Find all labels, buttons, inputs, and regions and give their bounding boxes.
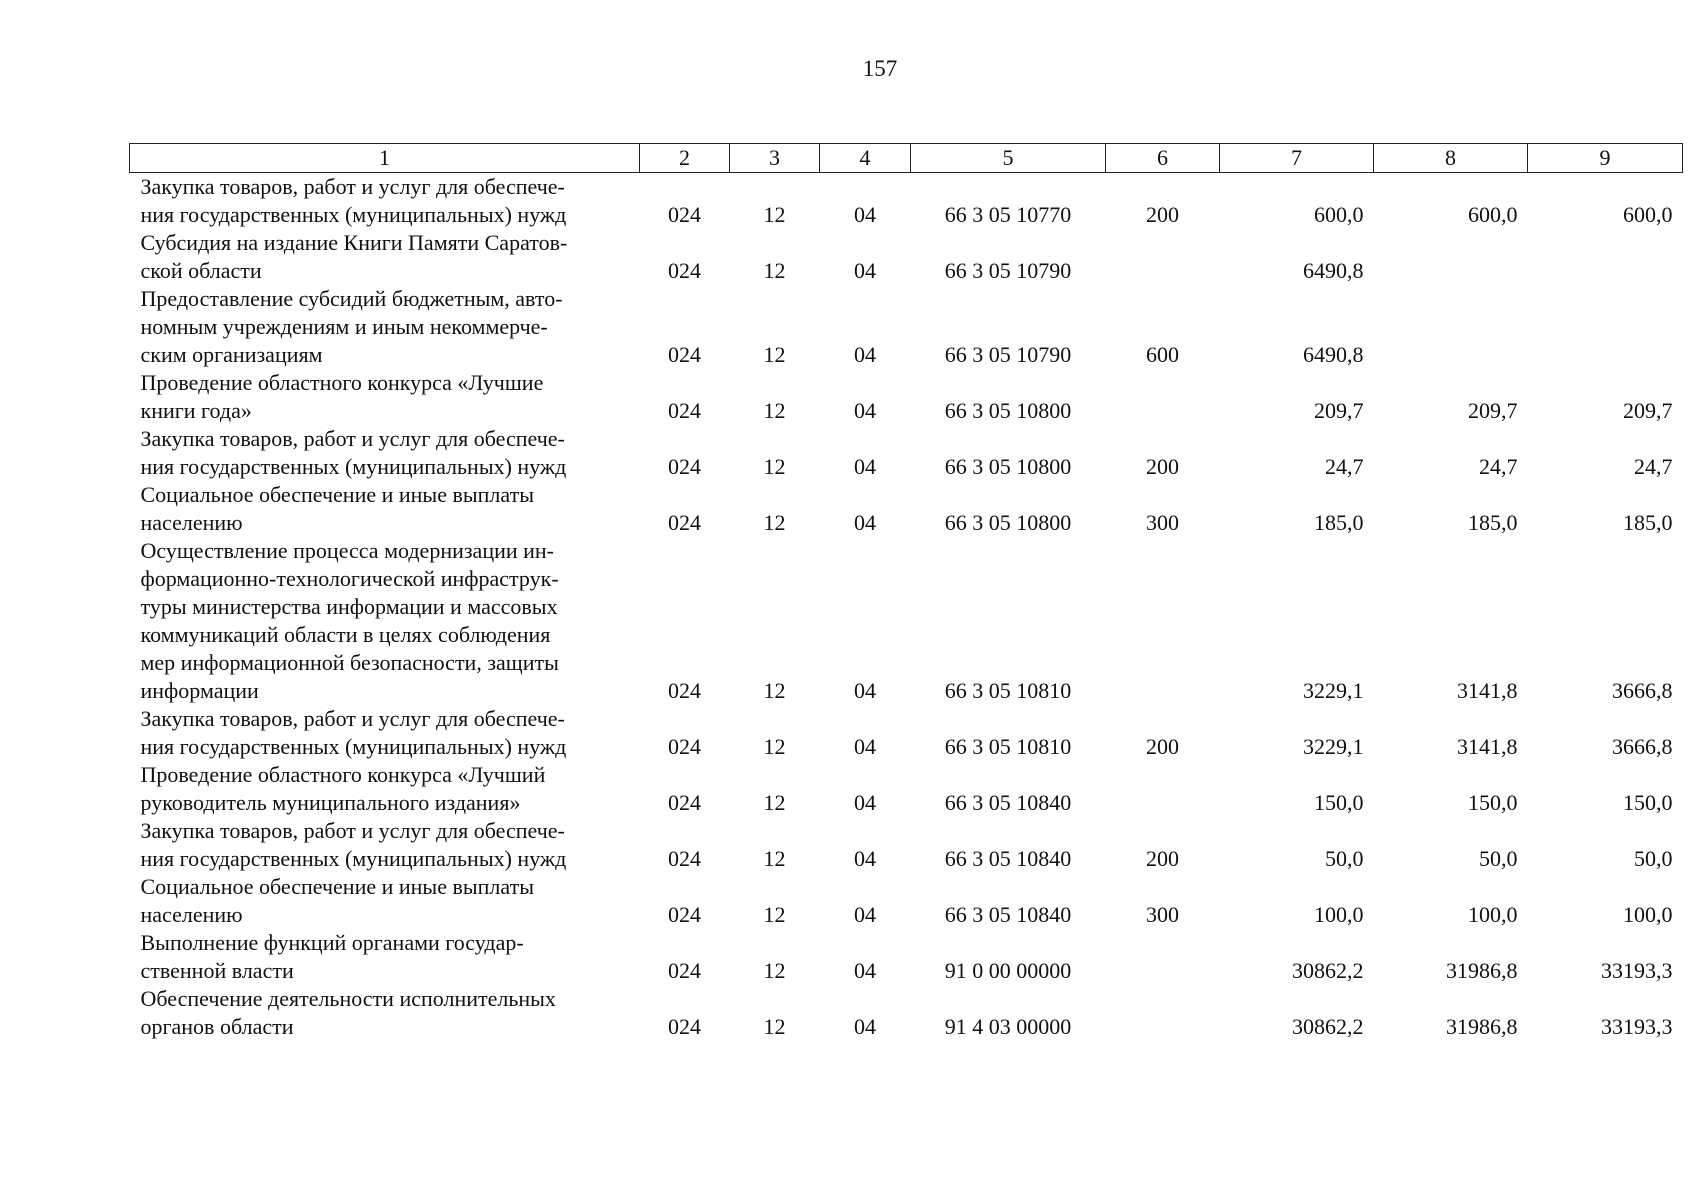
amount-cell-year2: 3141,8 [1457,734,1518,759]
subsection-code-cell: 04 [854,258,876,283]
target-article-cell: 66 3 05 10810 [944,678,1072,703]
subsection-code-cell: 04 [854,342,876,367]
amount-cell-year3: 24,7 [1634,454,1673,479]
amount-cell-year2: 100,0 [1468,902,1518,927]
target-article-cell: 66 3 05 10790 [944,342,1072,367]
amount-cell-year3: 3666,8 [1612,734,1673,759]
ministry-code-cell: 024 [668,202,701,227]
target-article-cell: 91 4 03 00000 [944,1014,1072,1039]
amount-cell-year3: 100,0 [1623,902,1673,927]
row-description: Закупка товаров, работ и услуг для обеспече- ния государственных (муниципальных) нужд [140,818,567,871]
section-code-cell: 12 [763,510,786,535]
subsection-code-cell: 04 [854,454,876,479]
row-description: Проведение областного конкурса «Лучшие книги года» [140,370,544,423]
column-header: 7 [1220,144,1374,173]
amount-cell-year1: 600,0 [1314,202,1364,227]
ministry-code-cell: 024 [668,258,701,283]
subsection-code-cell: 04 [854,790,876,815]
amount-cell-year2: 209,7 [1468,398,1518,423]
amount-cell-year2: 31986,8 [1446,1014,1518,1039]
section-code-cell: 12 [763,846,786,871]
expense-type-cell: 600 [1146,342,1179,367]
section-code-cell: 12 [763,342,786,367]
amount-cell-year3 [1528,285,1683,369]
expense-type-cell: 300 [1146,902,1179,927]
table-body [130,173,1683,1042]
column-header: 1 [130,144,640,173]
column-header: 5 [911,144,1106,173]
row-description: Закупка товаров, работ и услуг для обеспече- ния государственных (муниципальных) нужд [140,174,567,227]
target-article-cell: 66 3 05 10770 [944,202,1072,227]
column-header: 2 [640,144,730,173]
table-row [130,537,1683,705]
subsection-code-cell: 04 [854,846,876,871]
subsection-code-cell: 04 [854,510,876,535]
row-description: Закупка товаров, работ и услуг для обеспече- ния государственных (муниципальных) нужд [140,706,567,759]
expense-type-cell: 200 [1146,202,1179,227]
row-description: Социальное обеспечение и иные выплаты населению [140,482,534,535]
amount-cell-year3 [1528,229,1683,285]
target-article-cell: 66 3 05 10840 [944,902,1072,927]
subsection-code-cell: 04 [854,1014,876,1039]
table-row [130,369,1683,425]
ministry-code-cell: 024 [668,342,701,367]
subsection-code-cell: 04 [854,734,876,759]
amount-cell-year3: 50,0 [1634,846,1673,871]
row-description: Обеспечение деятельности исполнительных органов области [140,986,556,1039]
amount-cell-year1: 100,0 [1314,902,1364,927]
amount-cell-year2: 3141,8 [1457,678,1518,703]
table-row [130,229,1683,285]
row-description: Выполнение функций органами государ- ственной власти [140,930,524,983]
section-code-cell: 12 [763,958,786,983]
ministry-code-cell: 024 [668,398,701,423]
amount-cell-year1: 30862,2 [1292,958,1364,983]
section-code-cell: 12 [763,258,786,283]
amount-cell-year1: 30862,2 [1292,1014,1364,1039]
expense-type-cell: 300 [1146,510,1179,535]
table-row [130,985,1683,1041]
amount-cell-year1: 185,0 [1314,510,1364,535]
ministry-code-cell: 024 [668,790,701,815]
table-row [130,481,1683,537]
amount-cell-year2: 50,0 [1479,846,1518,871]
subsection-code-cell: 04 [854,398,876,423]
amount-cell-year3: 600,0 [1623,202,1673,227]
amount-cell-year1: 6490,8 [1303,342,1364,367]
table-row [130,425,1683,481]
column-header: 6 [1106,144,1220,173]
row-description: Проведение областного конкурса «Лучший руководитель муниципального издания» [140,762,546,815]
amount-cell-year2 [1374,285,1528,369]
expense-type-cell [1106,229,1220,285]
section-code-cell: 12 [763,1014,786,1039]
column-header: 8 [1374,144,1528,173]
ministry-code-cell: 024 [668,510,701,535]
page-number: 157 [862,56,898,81]
subsection-code-cell: 04 [854,678,876,703]
section-code-cell: 12 [763,734,786,759]
amount-cell-year1: 6490,8 [1303,258,1364,283]
ministry-code-cell: 024 [668,902,701,927]
amount-cell-year1: 209,7 [1314,398,1364,423]
amount-cell-year1: 3229,1 [1303,734,1364,759]
row-description: Осуществление процесса модернизации ин- формационно-технологической инфраструк- туры министерства информации и массовых коммуникаций области в целях соблюдения мер информационной безопасности, защиты информации [140,538,559,703]
amount-cell-year3: 33193,3 [1601,1014,1673,1039]
table-row [130,173,1683,230]
ministry-code-cell: 024 [668,1014,701,1039]
expense-type-cell [1106,929,1220,985]
column-header: 4 [820,144,911,173]
amount-cell-year1: 3229,1 [1303,678,1364,703]
subsection-code-cell: 04 [854,902,876,927]
expense-type-cell [1106,537,1220,705]
row-description: Социальное обеспечение и иные выплаты населению [140,874,534,927]
ministry-code-cell: 024 [668,454,701,479]
row-description: Закупка товаров, работ и услуг для обеспече- ния государственных (муниципальных) нужд [140,426,567,479]
expense-type-cell [1106,761,1220,817]
table-row [130,761,1683,817]
ministry-code-cell: 024 [668,678,701,703]
table-row [130,285,1683,369]
target-article-cell: 66 3 05 10800 [944,398,1072,423]
ministry-code-cell: 024 [668,846,701,871]
header-row [130,144,1683,173]
target-article-cell: 91 0 00 00000 [944,958,1072,983]
amount-cell-year1: 50,0 [1325,846,1364,871]
amount-cell-year2 [1374,229,1528,285]
column-header: 9 [1528,144,1683,173]
amount-cell-year2: 600,0 [1468,202,1518,227]
target-article-cell: 66 3 05 10800 [944,510,1072,535]
section-code-cell: 12 [763,902,786,927]
ministry-code-cell: 024 [668,958,701,983]
amount-cell-year1: 150,0 [1314,790,1364,815]
target-article-cell: 66 3 05 10810 [944,734,1072,759]
expense-type-cell [1106,369,1220,425]
amount-cell-year3: 3666,8 [1612,678,1673,703]
expense-type-cell: 200 [1146,454,1179,479]
amount-cell-year3: 185,0 [1623,510,1673,535]
table-row [130,817,1683,873]
amount-cell-year1: 24,7 [1325,454,1364,479]
subsection-code-cell: 04 [854,958,876,983]
amount-cell-year2: 185,0 [1468,510,1518,535]
expense-type-cell: 200 [1146,846,1179,871]
column-header: 3 [730,144,820,173]
target-article-cell: 66 3 05 10840 [944,846,1072,871]
row-description: Субсидия на издание Книги Памяти Саратов- ской области [140,230,568,283]
ministry-code-cell: 024 [668,734,701,759]
target-article-cell: 66 3 05 10790 [944,258,1072,283]
table-row [130,873,1683,929]
section-code-cell: 12 [763,678,786,703]
section-code-cell: 12 [763,202,786,227]
table-row [130,929,1683,985]
target-article-cell: 66 3 05 10840 [944,790,1072,815]
amount-cell-year2: 24,7 [1479,454,1518,479]
section-code-cell: 12 [763,790,786,815]
budget-table [129,143,1683,1041]
section-code-cell: 12 [763,398,786,423]
subsection-code-cell: 04 [854,202,876,227]
expense-type-cell [1106,985,1220,1041]
row-description: Предоставление субсидий бюджетным, авто- номным учреждениям и иным некоммерче- ским организациям [140,286,563,367]
amount-cell-year3: 209,7 [1623,398,1673,423]
table-row [130,705,1683,761]
target-article-cell: 66 3 05 10800 [944,454,1072,479]
section-code-cell: 12 [763,454,786,479]
amount-cell-year2: 150,0 [1468,790,1518,815]
expense-type-cell: 200 [1146,734,1179,759]
amount-cell-year2: 31986,8 [1446,958,1518,983]
amount-cell-year3: 150,0 [1623,790,1673,815]
amount-cell-year3: 33193,3 [1601,958,1673,983]
